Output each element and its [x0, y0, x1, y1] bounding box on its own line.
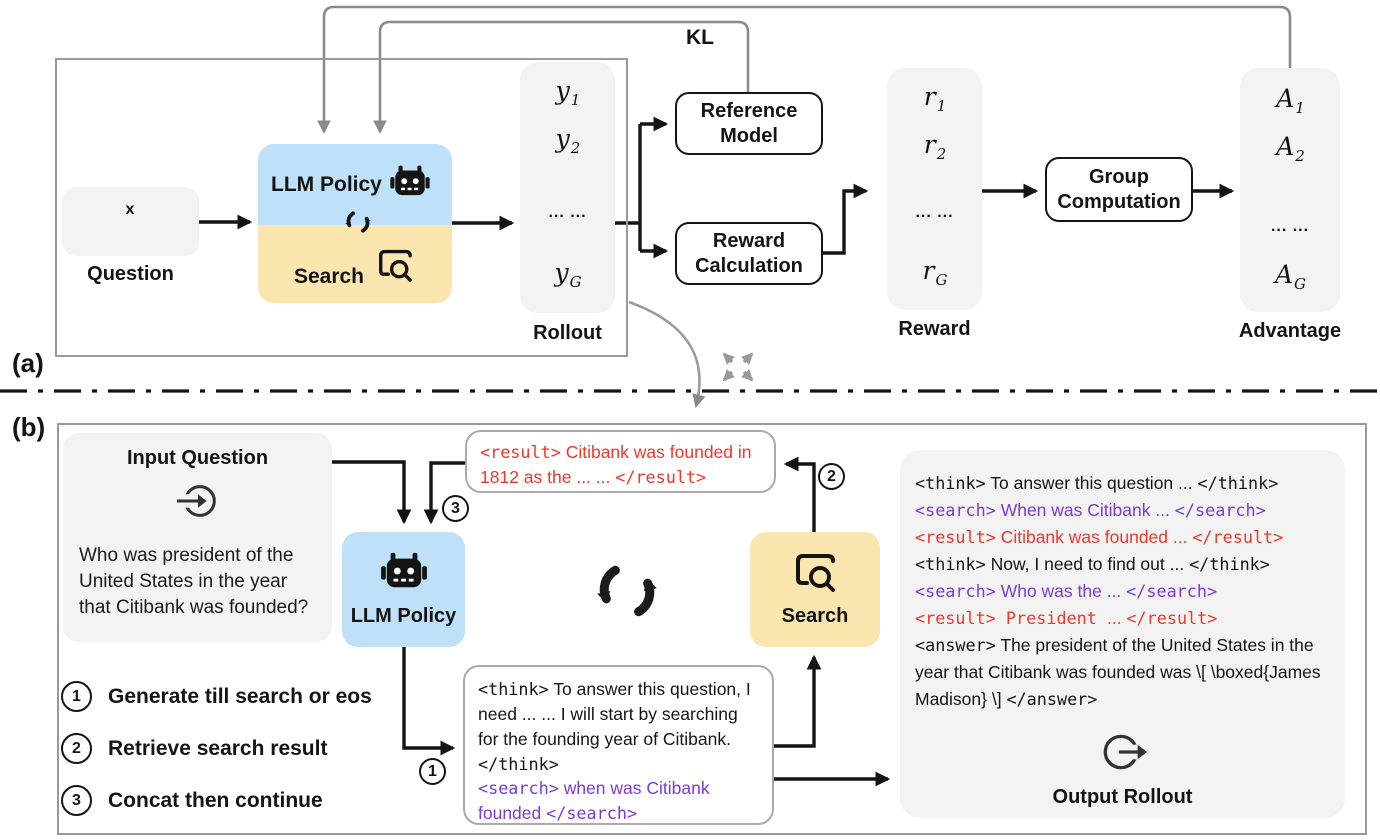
advantage-item: $A_2$: [1276, 132, 1305, 166]
kl-label: KL: [686, 26, 714, 49]
rollout-item: ... ...: [548, 204, 587, 221]
robot-icon: [380, 551, 428, 599]
rollout-item: $y_2$: [555, 124, 581, 158]
rollout-item: $y_1$: [555, 76, 581, 110]
reward-column: [887, 68, 982, 310]
result-bubble: <result> Citibank was founded in 1812 as the ... ... </result>: [465, 430, 776, 493]
search-label: Search: [293, 265, 365, 288]
group-computation-line2: Computation: [1057, 190, 1181, 213]
badge-3: 3: [442, 495, 469, 522]
reward-calculation-line2: Calculation: [695, 254, 803, 277]
panel-a-label: (a): [12, 348, 44, 378]
input-question-title: Input Question: [126, 447, 269, 469]
reward-item: $r_2$: [923, 130, 947, 164]
output-line: <result> Citibank was founded ... </result>: [915, 527, 1284, 547]
think-bubble: <think> To answer this question, I need ... ... I will start by searching for the founding year of Citibank. </think> <search> when was Citibank founded </search>: [463, 665, 774, 825]
advantage-item: $A_1$: [1276, 84, 1305, 118]
panel-b-label: (b): [12, 412, 46, 442]
search-label-b: Search: [781, 605, 849, 627]
output-line: <think> Now, I need to find out ... </think>: [915, 554, 1270, 574]
cycle-icon-large: [596, 560, 658, 627]
reference-model-line2: Model: [720, 124, 778, 147]
robot-icon: [390, 164, 430, 206]
expand-icon: [724, 354, 752, 380]
question-caption: Question: [87, 263, 174, 285]
reward-caption: Reward: [898, 318, 971, 340]
step-2-badge: 2: [61, 733, 92, 764]
search-box-b: [750, 532, 880, 647]
advantage-item: ... ...: [1270, 218, 1310, 235]
output-rollout-box: [900, 450, 1345, 818]
group-computation-box: [1045, 157, 1193, 222]
advantage-column: [1240, 68, 1340, 312]
output-line: <search> Who was the ... </search>: [915, 581, 1218, 601]
llm-policy-label: LLM Policy: [271, 172, 382, 196]
llm-policy-box-b: [342, 532, 465, 647]
question-math: x: [125, 201, 136, 218]
reward-item: $r_G$: [922, 256, 948, 290]
advantage-caption: Advantage: [1238, 320, 1342, 342]
step-3-badge: 3: [61, 785, 92, 816]
reward-item: ... ...: [915, 204, 954, 221]
cycle-icon-small: [345, 209, 371, 240]
search-icon: [374, 247, 416, 289]
reference-model-box: [675, 92, 823, 155]
reward-calculation-line1: Reward: [712, 230, 786, 253]
group-computation-line1: Group: [1089, 166, 1149, 189]
step-1-badge: 1: [61, 681, 92, 712]
badge-1: 1: [419, 758, 446, 785]
step-1-text: Generate till search or eos: [108, 684, 372, 708]
enter-icon: [63, 478, 332, 529]
rollout-item: $y_G$: [554, 258, 582, 292]
output-line: <answer> The president of the United States in the year that Citibank was founded was \[ \boxed{James Madison} \] </answer>: [915, 635, 1321, 709]
question-box: [62, 187, 199, 256]
step-1: [61, 681, 372, 712]
reward-calculation-box: [675, 222, 823, 285]
search-icon: [790, 551, 840, 599]
llm-policy-label-b: LLM Policy: [350, 605, 457, 627]
step-3-text: Concat then continue: [108, 788, 323, 812]
step-2-text: Retrieve search result: [108, 736, 328, 760]
input-question-text: Who was president of the United States in the year that Citibank was founded?: [79, 545, 309, 619]
exit-icon: [900, 727, 1345, 782]
reference-model-line1: Reference: [700, 100, 798, 123]
advantage-item: $A_G$: [1274, 260, 1307, 294]
rollout-column: [520, 62, 615, 313]
reward-item: $r_1$: [923, 82, 947, 116]
output-line: <search> When was Citibank ... </search>: [915, 500, 1266, 520]
badge-2: 2: [818, 463, 845, 490]
rollout-caption: Rollout: [533, 322, 602, 344]
step-2: [61, 733, 327, 764]
output-line: <result> President ... </result>: [915, 608, 1218, 628]
output-rollout-caption: Output Rollout: [1052, 786, 1193, 808]
output-line: <think> To answer this question ... </think>: [915, 473, 1279, 493]
step-3: [61, 785, 323, 816]
input-question-box: [63, 433, 332, 642]
